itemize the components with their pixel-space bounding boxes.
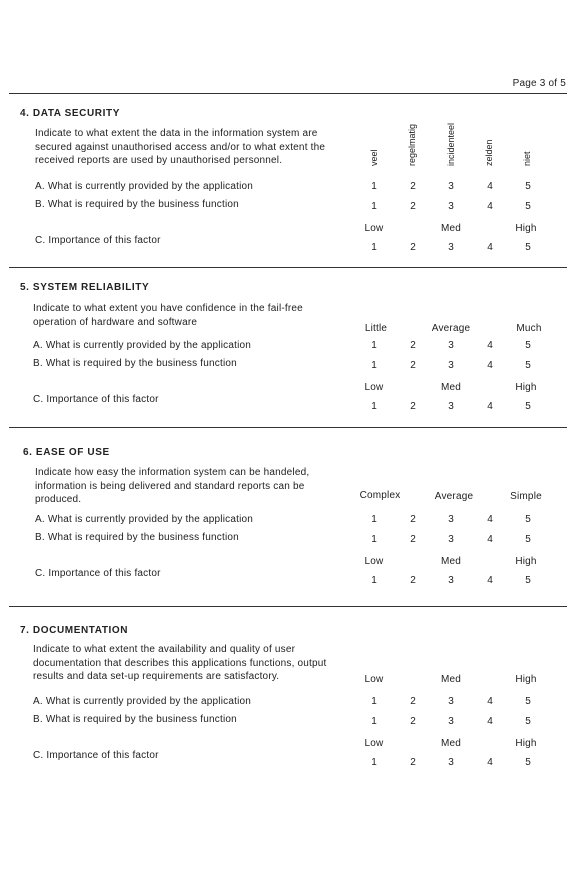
rating-option-4[interactable]: 4 [487, 716, 493, 727]
scale-label-zelden: zelden [484, 139, 494, 166]
question-b: B. What is required by the business function [33, 358, 237, 369]
section-description: Indicate to what extent you have confidence in the fail-free operation of hardware and software [33, 303, 303, 328]
rating-option-1[interactable]: 1 [371, 716, 377, 727]
rating-option-2[interactable]: 2 [410, 201, 416, 212]
scale-label-med: Med [440, 674, 462, 685]
rating-option-4[interactable]: 4 [487, 201, 493, 212]
question-c: C. Importance of this factor [33, 394, 159, 405]
scale-label-niet: niet [522, 151, 532, 166]
rating-option-2[interactable]: 2 [410, 696, 416, 707]
question-a: A. What is currently provided by the application [35, 181, 254, 192]
scale-label-med: Med [440, 382, 462, 393]
rating-option-1[interactable]: 1 [371, 575, 377, 586]
question-b: B. What is required by the business function [33, 714, 237, 725]
scale-label-high: High [515, 738, 537, 749]
section-divider [9, 267, 567, 268]
rating-option-1[interactable]: 1 [371, 242, 377, 253]
rating-option-1[interactable]: 1 [371, 696, 377, 707]
rating-option-2[interactable]: 2 [410, 360, 416, 371]
rating-option-5[interactable]: 5 [525, 340, 531, 351]
rating-option-1[interactable]: 1 [371, 514, 377, 525]
rating-option-4[interactable]: 4 [487, 696, 493, 707]
rating-option-3[interactable]: 3 [448, 514, 454, 525]
rating-option-5[interactable]: 5 [525, 181, 531, 192]
rating-option-3[interactable]: 3 [448, 757, 454, 768]
rating-option-2[interactable]: 2 [410, 242, 416, 253]
rating-option-3[interactable]: 3 [448, 696, 454, 707]
question-b: B. What is required by the business function [35, 532, 239, 543]
rating-option-5[interactable]: 5 [525, 360, 531, 371]
rating-option-2[interactable]: 2 [410, 514, 416, 525]
scale-label-average: Average [431, 323, 471, 334]
section-title: 5. SYSTEM RELIABILITY [20, 282, 150, 293]
rating-option-1[interactable]: 1 [371, 401, 377, 412]
rating-option-5[interactable]: 5 [525, 696, 531, 707]
rating-option-5[interactable]: 5 [525, 575, 531, 586]
rating-option-4[interactable]: 4 [487, 360, 493, 371]
rating-option-3[interactable]: 3 [448, 534, 454, 545]
rating-option-5[interactable]: 5 [525, 716, 531, 727]
question-a: A. What is currently provided by the application [33, 696, 252, 707]
scale-label-average: Average [434, 491, 474, 502]
scale-label-low: Low [364, 738, 384, 749]
scale-label-low: Low [364, 223, 384, 234]
rating-option-1[interactable]: 1 [371, 360, 377, 371]
rating-option-2[interactable]: 2 [410, 575, 416, 586]
rating-option-1[interactable]: 1 [371, 201, 377, 212]
rating-option-1[interactable]: 1 [371, 340, 377, 351]
rating-option-3[interactable]: 3 [448, 575, 454, 586]
scale-label-little: Little [364, 323, 388, 334]
rating-option-5[interactable]: 5 [525, 201, 531, 212]
section-title: 4. DATA SECURITY [20, 108, 120, 119]
scale-label-low: Low [364, 382, 384, 393]
scale-label-high: High [515, 223, 537, 234]
question-c: C. Importance of this factor [35, 235, 161, 246]
scale-label-complex: Complex [359, 490, 401, 501]
rating-option-2[interactable]: 2 [410, 716, 416, 727]
scale-label-med: Med [440, 738, 462, 749]
rating-option-4[interactable]: 4 [487, 242, 493, 253]
section-title: 7. DOCUMENTATION [20, 625, 129, 636]
rating-option-5[interactable]: 5 [525, 757, 531, 768]
scale-label-low: Low [364, 674, 384, 685]
rating-option-3[interactable]: 3 [448, 201, 454, 212]
rating-option-2[interactable]: 2 [410, 534, 416, 545]
question-a: A. What is currently provided by the application [33, 340, 252, 351]
rating-option-5[interactable]: 5 [525, 534, 531, 545]
rating-option-3[interactable]: 3 [448, 242, 454, 253]
rating-option-4[interactable]: 4 [487, 514, 493, 525]
rating-option-5[interactable]: 5 [525, 401, 531, 412]
rating-option-4[interactable]: 4 [487, 534, 493, 545]
section-description: Indicate to what extent the data in the information system are secured against unauthorised access and/or to what extent the received reports are used by unauthorised personnel. [35, 128, 326, 166]
section-divider [9, 606, 567, 607]
rating-option-3[interactable]: 3 [448, 340, 454, 351]
section-description: Indicate how easy the information system can be handeled, information is being delivered and standard reports can be produced. [35, 467, 310, 505]
scale-label-simple: Simple [510, 491, 542, 502]
question-c: C. Importance of this factor [33, 750, 159, 761]
section-title: 6. EASE OF USE [23, 447, 110, 458]
rating-option-4[interactable]: 4 [487, 401, 493, 412]
rating-option-4[interactable]: 4 [487, 181, 493, 192]
scale-label-incidenteel: incidenteel [446, 122, 456, 166]
scale-label-high: High [515, 674, 537, 685]
scale-label-low: Low [364, 556, 384, 567]
scale-label-high: High [515, 382, 537, 393]
rating-option-2[interactable]: 2 [410, 340, 416, 351]
rating-option-2[interactable]: 2 [410, 181, 416, 192]
rating-option-4[interactable]: 4 [487, 575, 493, 586]
rating-option-3[interactable]: 3 [448, 181, 454, 192]
section-divider [9, 93, 567, 94]
rating-option-3[interactable]: 3 [448, 360, 454, 371]
scale-label-veel: veel [369, 149, 379, 166]
rating-option-1[interactable]: 1 [371, 181, 377, 192]
question-b: B. What is required by the business function [35, 199, 239, 210]
rating-option-3[interactable]: 3 [448, 401, 454, 412]
rating-option-4[interactable]: 4 [487, 757, 493, 768]
rating-option-1[interactable]: 1 [371, 757, 377, 768]
rating-option-5[interactable]: 5 [525, 514, 531, 525]
scale-label-med: Med [440, 556, 462, 567]
scale-label-med: Med [440, 223, 462, 234]
rating-option-2[interactable]: 2 [410, 757, 416, 768]
page-number: Page 3 of 5 [512, 78, 566, 89]
section-divider [9, 427, 567, 428]
rating-option-2[interactable]: 2 [410, 401, 416, 412]
rating-option-4[interactable]: 4 [487, 340, 493, 351]
section-description: Indicate to what extent the availability and quality of user documentation that describes this applications functions, output results and data set-up requirements are satisfactory. [33, 644, 327, 682]
question-c: C. Importance of this factor [35, 568, 161, 579]
scale-label-much: Much [516, 323, 542, 334]
scale-label-regelmatig: regelmatig [407, 123, 417, 166]
rating-option-5[interactable]: 5 [525, 242, 531, 253]
question-a: A. What is currently provided by the application [35, 514, 254, 525]
rating-option-1[interactable]: 1 [371, 534, 377, 545]
scale-label-high: High [515, 556, 537, 567]
rating-option-3[interactable]: 3 [448, 716, 454, 727]
